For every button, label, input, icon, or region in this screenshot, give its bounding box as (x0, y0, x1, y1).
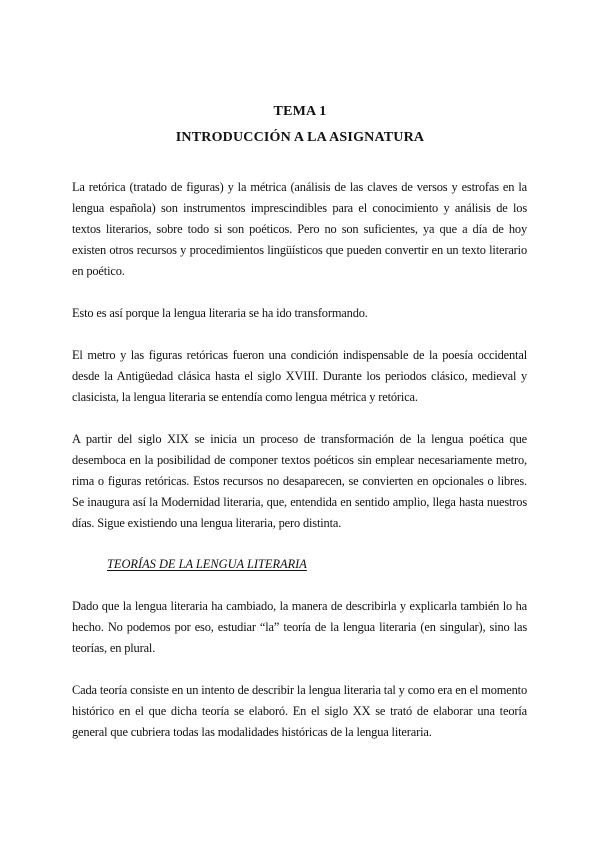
paragraph-metro-figuras: El metro y las figuras retóricas fueron una condición indispensable de la poesía occidental desde la Antigüedad clásica hasta el siglo XVIII. Durante los periodos clásico, medieval y clasicista, la lengua literaria se entendía como lengua métrica y retórica. (72, 348, 527, 404)
paragraph-cada-teoria: Cada teoría consiste en un intento de describir la lengua literaria tal y como era en el momento histórico en el que dicha teoría se elaboró. En el siglo XX se trató de elaborar una teoría general que cubriera todas las modalidades históricas de la lengua literaria. (72, 683, 527, 739)
title-tema: TEMA 1 (273, 104, 327, 119)
paragraph-retorica-metrica: La retórica (tratado de figuras) y la métrica (análisis de las claves de versos y estrofas en la lengua española) son instrumentos imprescindibles para el conocimiento y análisis de los textos literarios, sobre todo si son poéticos. Pero no son suficientes, ya que a día de hoy existen otros recursos y procedimientos lingüísticos que pueden convertir en un texto literario en poético. (72, 180, 527, 278)
section-heading-teorias: TEORÍAS DE LA LENGUA LITERARIA (107, 557, 307, 571)
paragraph-transformacion: Esto es así porque la lengua literaria se ha ido transformando. (72, 306, 368, 320)
paragraph-siglo-xix: A partir del siglo XIX se inicia un proceso de transformación de la lengua poética que desemboca en la posibilidad de componer textos poéticos sin emplear necesariamente metro, rima o figuras retóricas. Estos recursos no desaparecen, se convierten en opcionales o libres. Se inaugura así la Modernidad literaria, que, entendida en sentido amplio, llega hasta nuestros días. Sigue existiendo una lengua literaria, pero distinta. (72, 432, 527, 530)
title-introduccion: INTRODUCCIÓN A LA ASIGNATURA (175, 130, 425, 145)
paragraph-lengua-cambiado: Dado que la lengua literaria ha cambiado, la manera de describirla y explicarla también lo ha hecho. No podemos por eso, estudiar “la” teoría de la lengua literaria (en singular), sino las teorías, en plural. (72, 599, 527, 655)
